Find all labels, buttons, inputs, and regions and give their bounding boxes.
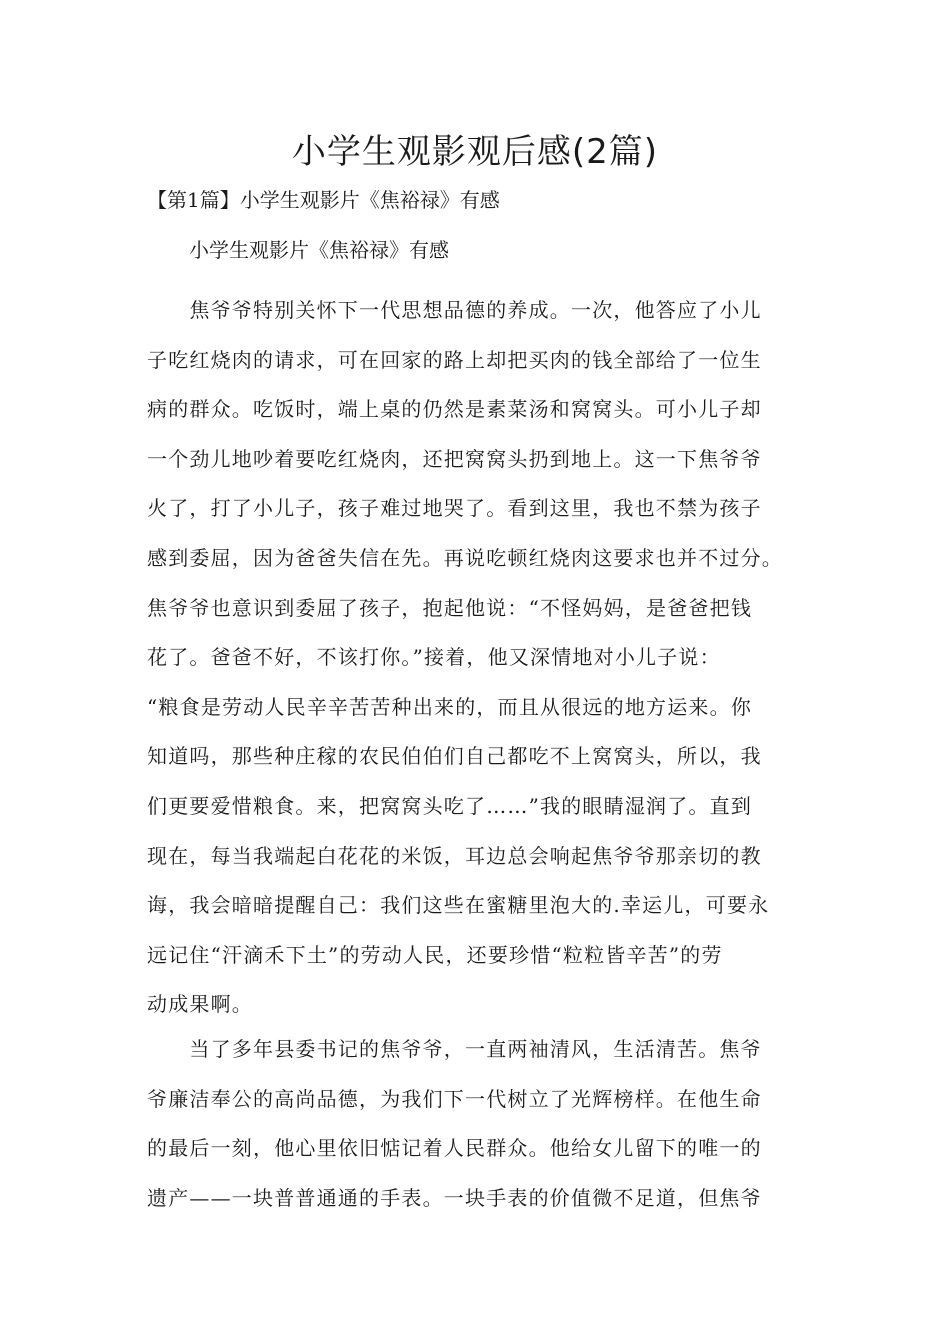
paragraph-line: 焦爷爷也意识到委屈了孩子，抱起他说：“不怪妈妈，是爸爸把钱 xyxy=(147,595,753,620)
paragraph-line: 的最后一刻，他心里依旧惦记着人民群众。他给女儿留下的唯一的 xyxy=(147,1136,762,1161)
paragraph-line: 们更要爱惜粮食。来，把窝窝头吃了……”我的眼睛湿润了。直到 xyxy=(147,793,753,818)
paragraph-line: 动成果啊。 xyxy=(147,992,253,1017)
paragraph-1 xyxy=(147,286,807,1030)
paragraph-line: 花了。爸爸不好，不该打你。”接着，他又深情地对小儿子说： xyxy=(147,645,721,670)
paragraph-line: 现在，每当我端起白花花的米饭，耳边总会响起焦爷爷那亲切的教 xyxy=(147,843,762,868)
paragraph-line: 当了多年县委书记的焦爷爷，一直两袖清风，生活清苦。焦爷 xyxy=(147,1037,762,1061)
paragraph-line: 知道吗，那些种庄稼的农民伯伯们自己都吃不上窝窝头，所以，我 xyxy=(147,744,762,769)
paragraph-line: 焦爷爷特别关怀下一代思想品德的养成。一次，他答应了小儿 xyxy=(147,298,762,322)
paragraph-line: 遗产——一块普普通通的手表。一块手表的价值微不足道，但焦爷 xyxy=(147,1185,762,1210)
document-title: 小学生观影观后感(2篇) xyxy=(291,132,659,172)
paragraph-line: 远记住“汗滴禾下土”的劳动人民，还要珍惜“粒粒皆辛苦”的劳 xyxy=(147,942,723,967)
paragraph-line: 子吃红烧肉的请求，可在回家的路上却把买肉的钱全部给了一位生 xyxy=(147,347,762,372)
paragraph-line: 火了，打了小儿子，孩子难过地哭了。看到这里，我也不禁为孩子 xyxy=(147,496,762,521)
paragraph-line: “粮食是劳动人民辛辛苦苦种出来的，而且从很远的地方运来。你 xyxy=(147,694,753,719)
paragraph-line: 爷廉洁奉公的高尚品德，为我们下一代树立了光辉榜样。在他生命 xyxy=(147,1086,762,1111)
section-heading: 【第1篇】小学生观影片《焦裕禄》有感 xyxy=(147,188,500,212)
paragraph-line: 病的群众。吃饭时，端上桌的仍然是素菜汤和窝窝头。可小儿子却 xyxy=(147,397,762,422)
paragraph-line: 诲，我会暗暗提醒自己：我们这些在蜜糖里泡大的.幸运儿，可要永 xyxy=(147,893,770,918)
article-subtitle: 小学生观影片《焦裕禄》有感 xyxy=(189,238,449,262)
paragraph-2 xyxy=(147,1025,807,1223)
paragraph-line: 感到委屈，因为爸爸失信在先。再说吃顿红烧肉这要求也并不过分。 xyxy=(147,545,783,570)
paragraph-line: 一个劲儿地吵着要吃红烧肉，还把窝窝头扔到地上。这一下焦爷爷 xyxy=(147,446,762,471)
